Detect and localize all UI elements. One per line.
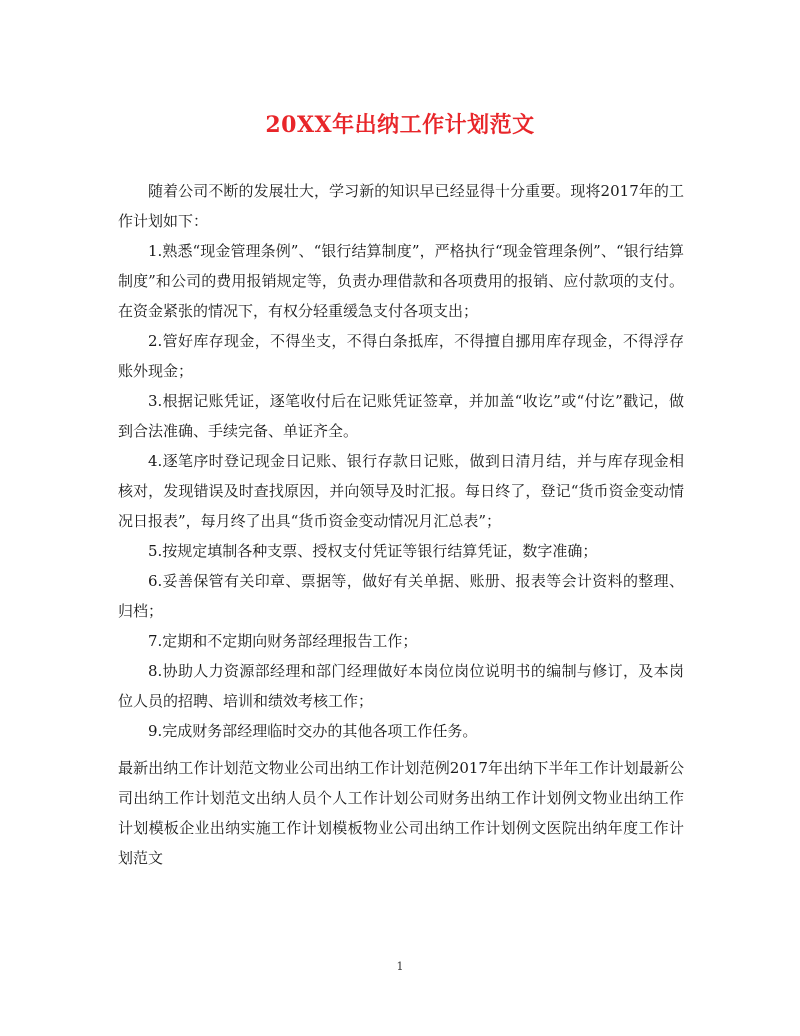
document-body: [118, 176, 684, 746]
page-number: 1: [396, 960, 404, 973]
plan-item-4: 4.逐笔序时登记现金日记账、银行存款日记账，做到日清月结，并与库存现金相核对，发现错误及时查找原因，并向领导及时汇报。每日终了，登记“货币资金变动情况日报表”，每月终了出具“货币资金变动情况月汇总表”；: [118, 452, 684, 530]
plan-item-8: 8.协助人力资源部经理和部门经理做好本岗位岗位说明书的编制与修订，及本岗位人员的招聘、培训和绩效考核工作；: [118, 662, 684, 710]
plan-item-6: 6.妥善保管有关印章、票据等，做好有关单据、账册、报表等会计资料的整理、归档；: [118, 572, 684, 620]
related-articles-text: 最新出纳工作计划范文物业公司出纳工作计划范例2017年出纳下半年工作计划最新公司出纳工作计划范文出纳人员个人工作计划公司财务出纳工作计划例文物业出纳工作计划模板企业出纳实施工作计划模板物业公司出纳工作计划例文医院出纳年度工作计划范文: [118, 759, 684, 867]
document-title: 20XX年出纳工作计划范文: [265, 112, 535, 138]
plan-item-7: 7.定期和不定期向财务部经理报告工作；: [148, 632, 418, 650]
plan-item-1: 1.熟悉“现金管理条例”、“银行结算制度”，严格执行“现金管理条例”、“银行结算制度”和公司的费用报销规定等，负责办理借款和各项费用的报销、应付款项的支付。在资金紧张的情况下，有权分轻重缓急支付各项支出；: [118, 242, 684, 320]
intro-paragraph: 随着公司不断的发展壮大，学习新的知识早已经显得十分重要。现将2017年的工作计划如下：: [118, 182, 684, 230]
plan-item-3: 3.根据记账凭证，逐笔收付后在记账凭证签章，并加盖“收讫”或“付讫”戳记，做到合法准确、手续完备、单证齐全。: [118, 392, 684, 440]
plan-item-2: 2.管好库存现金，不得坐支，不得白条抵库，不得擅自挪用库存现金，不得浮存账外现金；: [118, 332, 684, 380]
plan-item-9: 9.完成财务部经理临时交办的其他各项工作任务。: [148, 722, 478, 740]
plan-item-5: 5.按规定填制各种支票、授权支付凭证等银行结算凭证，数字准确；: [148, 542, 598, 560]
